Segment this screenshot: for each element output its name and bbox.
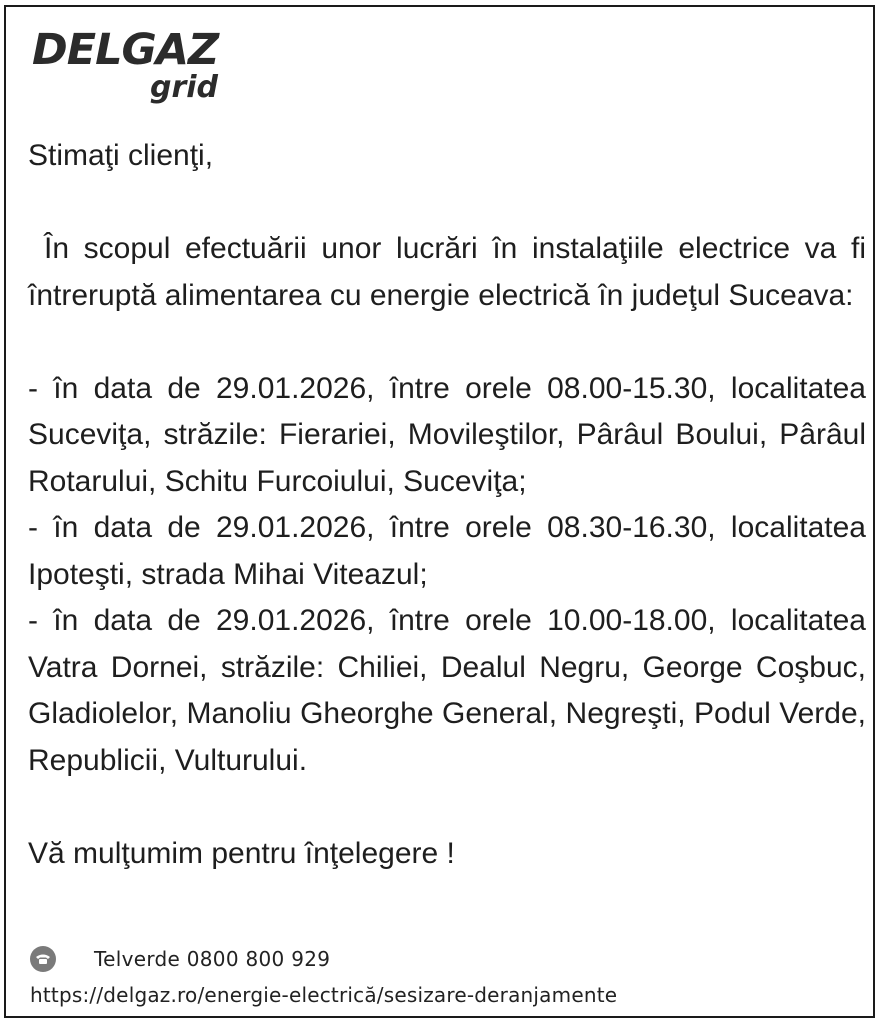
spacer bbox=[28, 180, 866, 227]
greeting: Stimaţi clienţi, bbox=[28, 139, 214, 172]
intro-paragraph: În scopul efectuării unor lucrări în instalaţiile electrice va fi întreruptă alimentarea cu energie electrică în judeţul Suceava: bbox=[28, 232, 866, 312]
closing-line: Vă mulţumim pentru înţelegere ! bbox=[28, 836, 455, 870]
spacer bbox=[28, 784, 866, 831]
spacer bbox=[28, 319, 866, 366]
outage-item: - în data de 29.01.2026, între orele 10.00-18.00, localitatea Vatra Dornei, străzile: Chiliei, Dealul Negru, George Coşbuc, Gladiolelor, Manoliu Gheorghe General, Negreşti, Podul Verde, Republicii, Vulturului. bbox=[28, 604, 866, 777]
contact-footer bbox=[30, 937, 870, 1007]
notice-frame bbox=[4, 5, 875, 1018]
phone-number: Telverde 0800 800 929 bbox=[94, 947, 331, 971]
outage-item: - în data de 29.01.2026, între orele 08.00-15.30, localitatea Suceviţa, străzile: Fierariei, Movileştilor, Pârâul Boului, Pârâul Rotarului, Schitu Furcoiului, Suceviţa; bbox=[28, 371, 866, 498]
outage-item: - în data de 29.01.2026, între orele 08.30-16.30, localitatea Ipoteşti, strada Mihai Viteazul; bbox=[28, 511, 866, 591]
delgaz-grid-logo bbox=[32, 25, 242, 113]
phone-row bbox=[30, 937, 870, 981]
phone-icon bbox=[30, 946, 56, 972]
logo-brand: DELGAZ bbox=[32, 25, 219, 75]
logo-subbrand: grid bbox=[150, 70, 219, 105]
report-url[interactable]: https://delgaz.ro/energie-electrică/sesizare-deranjamente bbox=[30, 983, 618, 1007]
notice-content bbox=[28, 133, 866, 877]
